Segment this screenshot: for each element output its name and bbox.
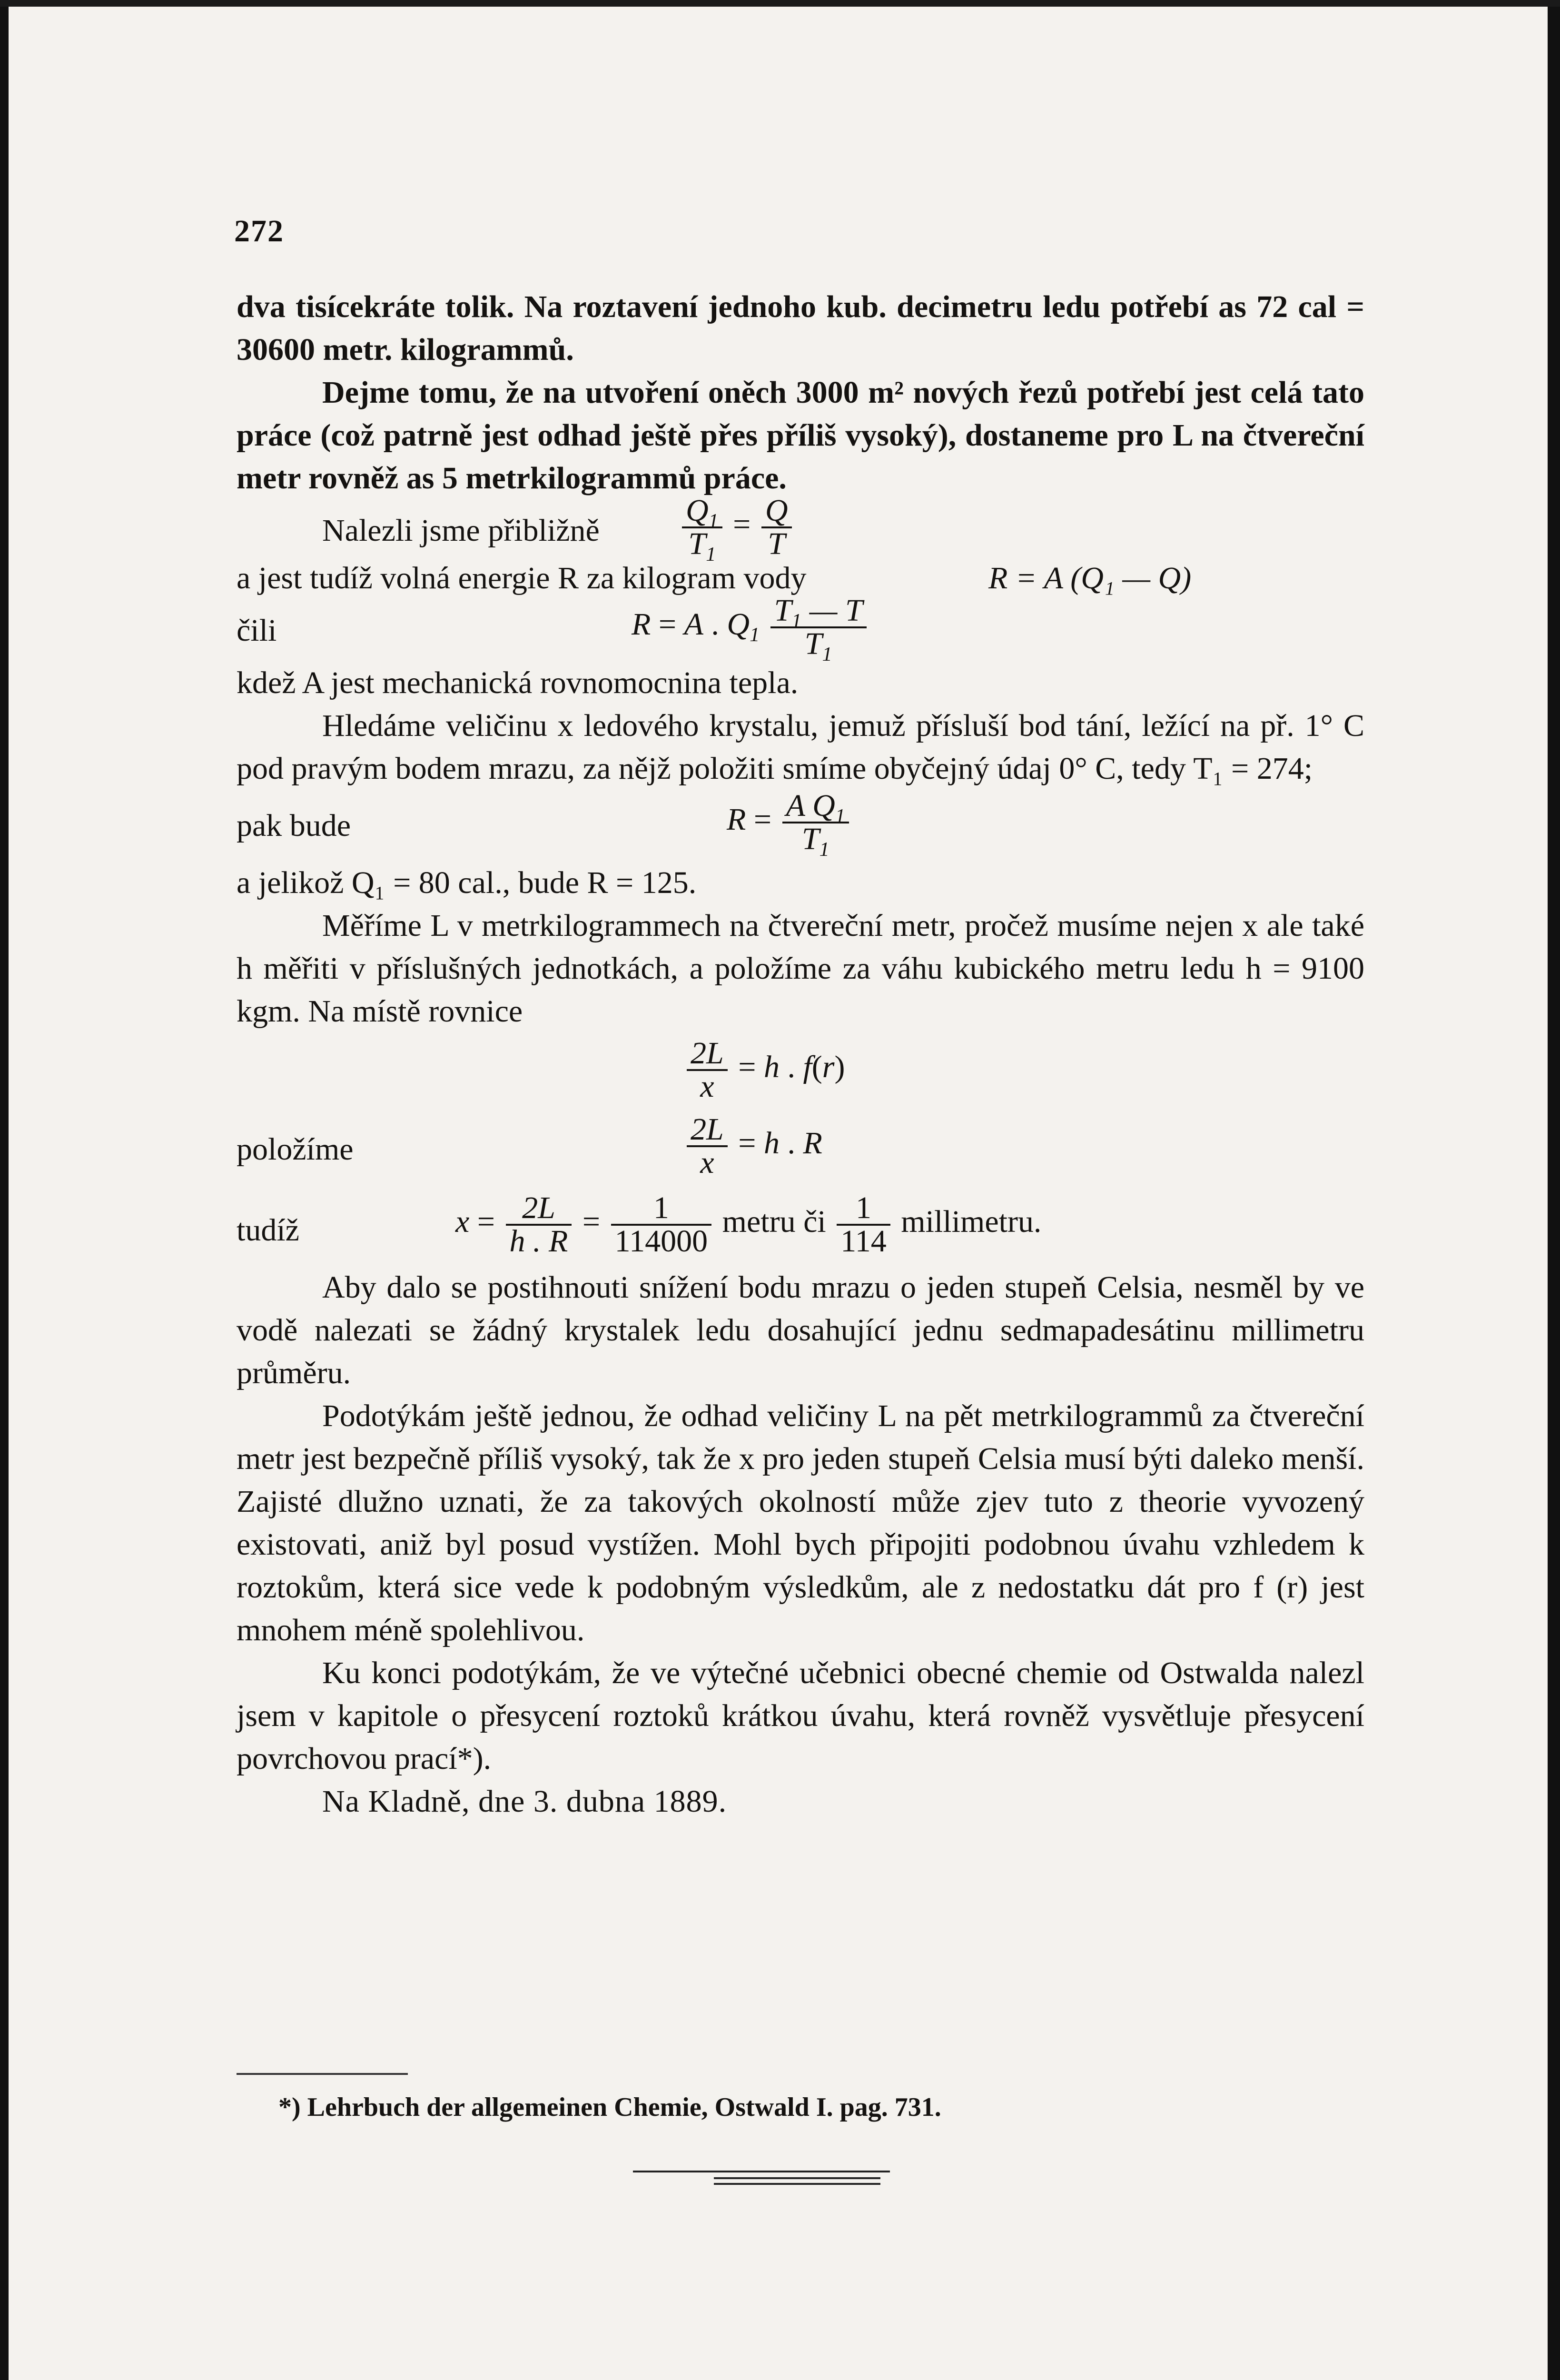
equation-row-6	[237, 1109, 1364, 1185]
top-scan-edge	[0, 0, 1560, 7]
fraction-aq1-t1: $\frac{A Q_1}{T_1}$	[782, 790, 849, 855]
fraction-1-114: $\frac{1}{114}$	[837, 1192, 890, 1257]
equation-row-2	[237, 557, 1364, 600]
fraction-q1-t1: $\frac{Q_1}{T_1}$	[682, 495, 722, 560]
fraction-t1-minus-t: $\frac{T_1 — T}{T_1}$	[770, 595, 867, 660]
paragraph-1: dva tisícekráte tolik. Na roztavení jednoho kub. decimetru ledu potřebí as 72 cal = 30600 metr. kilogrammů.	[237, 289, 1364, 367]
equation-2l-x-hf: $\frac{2L}{x}$ = h . f(r)	[684, 1038, 845, 1102]
paragraph-jelikoz: a jelikož Q₁ = 80 cal., bude R = 125.	[237, 865, 697, 900]
metru-ci-text: metru či	[722, 1204, 826, 1240]
millimetru-text: millimetru.	[901, 1204, 1042, 1240]
end-ornament-rule	[633, 2171, 890, 2172]
end-ornament-rule-2	[714, 2177, 880, 2179]
fraction-2l-x-b: $\frac{2L}{x}$	[687, 1114, 728, 1179]
equation-r-a-q1-t: R = A . $Q_1$ $\frac{T_1 — T}{T_1}$	[632, 595, 869, 660]
fraction-2l-hr: $\frac{2L}{h . R}$	[506, 1192, 572, 1257]
equation-row-7	[237, 1185, 1364, 1266]
nalezli-label: Nalezli jsme přibližně	[322, 513, 600, 548]
left-scan-edge	[0, 0, 9, 2380]
equation-x-result: x = $\frac{2L}{h . R}$ = $\frac{1}{114000}$ metru či $\frac{1}{114}$ millimetru.	[455, 1190, 1042, 1259]
volna-energie-label: a jest tudíž volná energie R za kilogram vody	[237, 561, 807, 595]
paragraph-aby: Aby dalo se postihnouti snížení bodu mrazu o jeden stupeň Celsia, nesměl by ve vodě nalezati se žádný krystalek ledu dosahující jednu sedmapadesátinu millimetru průměru.	[237, 1270, 1364, 1390]
right-scan-edge	[1548, 0, 1560, 2380]
footnote: *) Lehrbuch der allgemeinen Chemie, Ostwald I. pag. 731.	[278, 2092, 941, 2122]
equation-row-3	[237, 593, 1364, 666]
paragraph-hledame: Hledáme veličinu x ledového krystalu, jemuž přísluší bod tání, ležící na př. 1° C pod pravým bodem mrazu, za nějž položiti smíme obyčejný údaj 0° C, tedy T₁ = 274;	[237, 708, 1364, 786]
footnote-rule	[237, 2073, 408, 2075]
fraction-1-114000: $\frac{1}{114000}$	[611, 1192, 712, 1257]
polozime-label: položíme	[237, 1132, 354, 1167]
equation-row-5	[237, 1033, 1364, 1109]
equation-2l-x-hr: $\frac{2L}{x}$ = h . R	[684, 1114, 822, 1179]
paragraph-kdez: kdež A jest mechanická rovnomocnina tepla.	[237, 665, 799, 700]
paragraph-2: Dejme tomu, že na utvoření oněch 3000 m² nových řezů potřebí jest celá tato práce (což patrně jest odhad ještě přes příliš vysoký), dostaneme pro L na čtvereční metr rovněž as 5 metrkilogrammů práce.	[237, 375, 1364, 496]
cili-label: čili	[237, 613, 277, 648]
equation-r-aq1-t1: R = $\frac{A Q_1}{T_1}$	[727, 790, 852, 855]
fraction-q-t: $\frac{Q}{T}$	[761, 495, 792, 560]
equation-row-1	[237, 493, 1364, 566]
pak-bude-label: pak bude	[237, 808, 351, 843]
paragraph-ku-konci: Ku konci podotýkám, že ve výtečné učebnici obecné chemie od Ostwalda nalezl jsem v kapitole o přesycení roztoků krátkou úvahu, která rovněž vysvětluje přesycení povrchovou prací*).	[237, 1656, 1364, 1776]
page-body	[237, 286, 1364, 1823]
paragraph-podotykam: Podotýkám ještě jednou, že odhad veličiny L na pět metrkilogrammů za čtvereční metr jest bezpečně příliš vysoký, tak že x pro jeden stupeň Celsia musí býti daleko menší. Zajisté dlužno uznati, že za takových okolností může zjev tuto z theorie vyvozený existovati, aniž byl posud vystížen. Mohl bych připojiti podobnou úvahu vzhledem k roztokům, která sice vede k podobným výsledkům, ale z nedostatku dát pro f (r) jest mnohem méně spolehlivou.	[237, 1398, 1364, 1647]
page-number: 272	[234, 214, 284, 248]
fraction-2l-x-a: $\frac{2L}{x}$	[687, 1038, 728, 1102]
tudiz-label: tudíž	[237, 1213, 299, 1248]
equation-q1-t1: $\frac{Q_1}{T_1}$ = $\frac{Q}{T}$	[679, 495, 795, 560]
place-date-line: Na Kladně, dne 3. dubna 1889.	[322, 1784, 727, 1819]
paragraph-merime: Měříme L v metrkilogrammech na čtvereční metr, pročež musíme nejen x ale také h měřiti v příslušných jednotkách, a položíme za váhu kubického metru ledu h = 9100 kgm. Na místě rovnice	[237, 908, 1364, 1029]
equation-r-a-q: R = A (Q₁ — Q)	[988, 561, 1192, 595]
end-ornament-rule-3	[714, 2183, 880, 2185]
equation-row-4	[237, 790, 1364, 862]
